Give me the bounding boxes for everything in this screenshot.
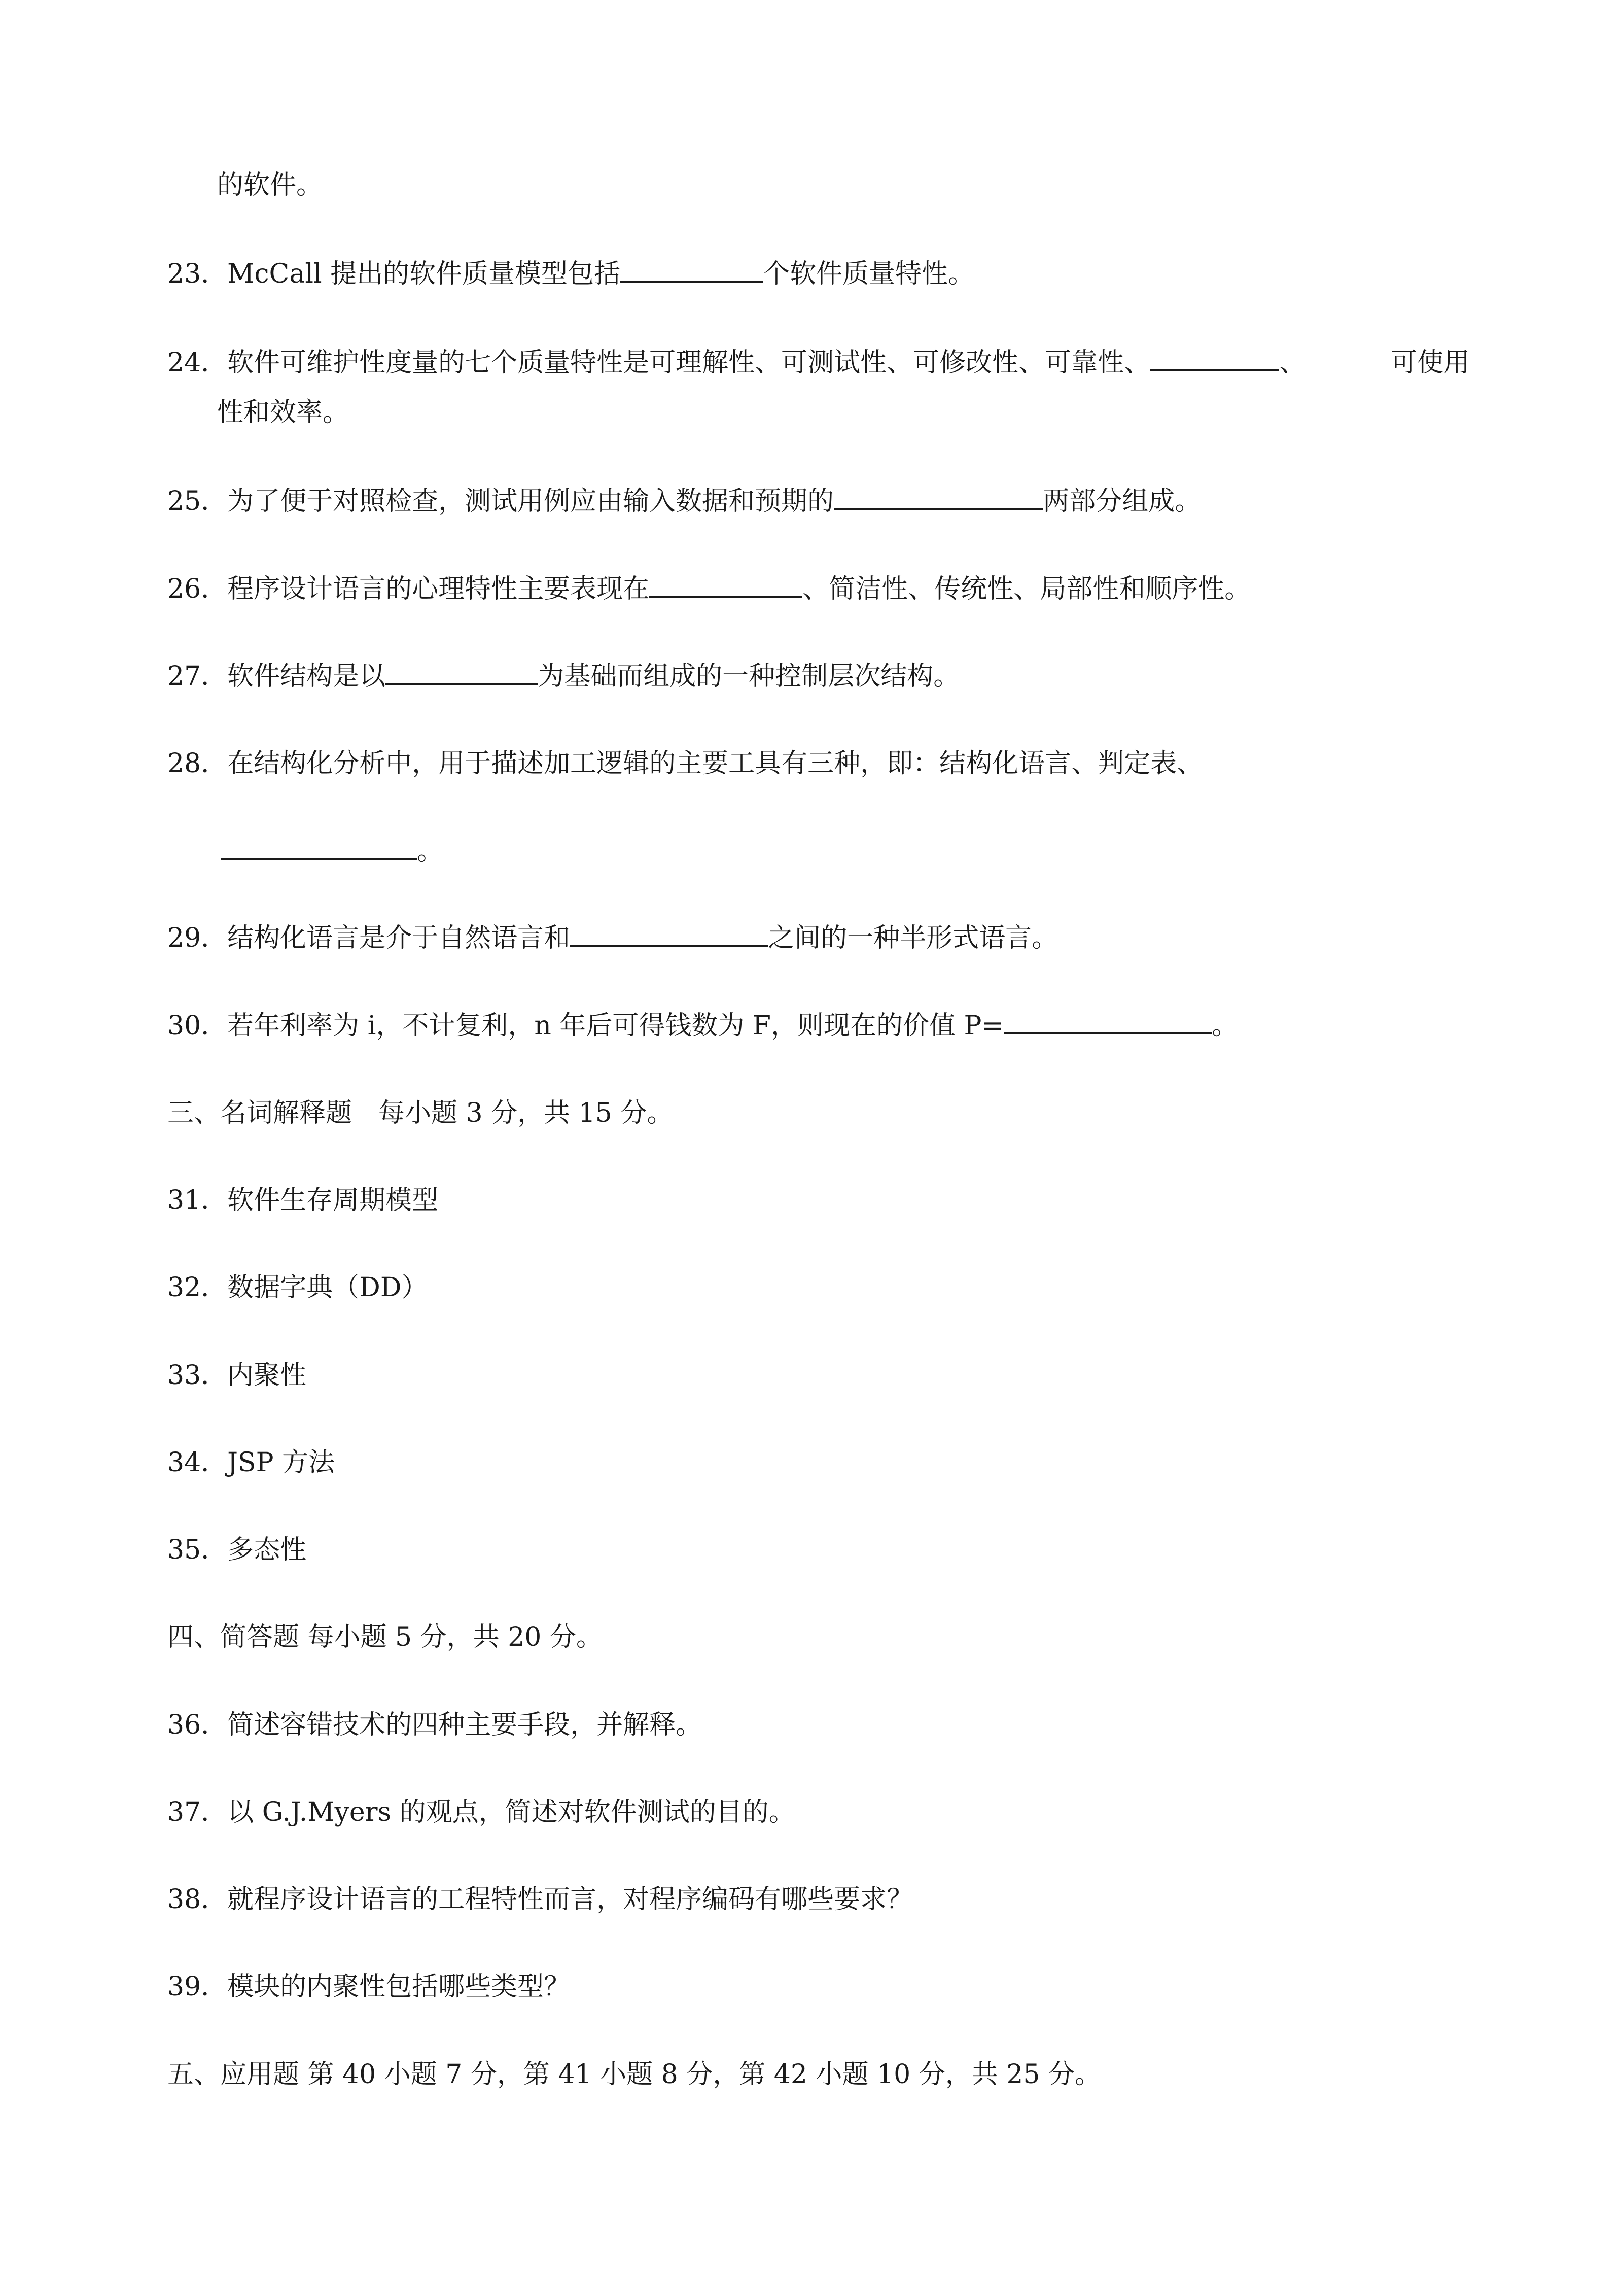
answer-blank <box>221 835 417 860</box>
question-text: 个软件质量特性。 <box>763 259 975 289</box>
question-34 <box>167 1445 335 1480</box>
question-number: 33． <box>167 1360 228 1391</box>
question-text: 结构化语言是介于自然语言和 <box>227 923 571 953</box>
question-32 <box>167 1270 428 1305</box>
question-23 <box>167 256 974 292</box>
question-text: 在结构化分析中，用于描述加工逻辑的主要工具有三种，即：结构化语言、判定表、 <box>227 748 1204 779</box>
q24-continuation: 性和效率。 <box>217 397 349 428</box>
question-text: 软件生存周期模型 <box>227 1185 439 1216</box>
question-number: 28． <box>167 748 228 779</box>
question-number: 27． <box>167 661 228 691</box>
question-number: 23． <box>167 259 228 289</box>
question-text: 。 <box>417 836 444 867</box>
question-number: 32． <box>167 1272 228 1303</box>
question-number: 34． <box>167 1447 228 1478</box>
question-number: 36． <box>167 1710 228 1740</box>
question-28-blank-line <box>221 834 443 869</box>
answer-blank <box>1150 346 1279 371</box>
section-heading-5: 五、应用题 第 40 小题 7 分，第 41 小题 8 分，第 42 小题 10 分，共 25 分。 <box>167 2059 1101 2090</box>
question-number: 30． <box>167 1011 228 1041</box>
question-text: 数据字典（DD） <box>227 1272 428 1303</box>
question-text: 软件可维护性度量的七个质量特性是可理解性、可测试性、可修改性、可靠性、 <box>227 348 1151 378</box>
section-heading-4: 四、简答题 每小题 5 分，共 20 分。 <box>167 1622 603 1652</box>
answer-blank <box>1004 1009 1212 1034</box>
question-number: 38． <box>167 1884 228 1915</box>
question-38 <box>167 1882 913 1917</box>
question-number: 26． <box>167 574 228 604</box>
q24-tail: 可使用 <box>1391 348 1470 378</box>
question-number: 29． <box>167 923 228 953</box>
question-text: 软件结构是以 <box>227 661 386 691</box>
answer-blank <box>620 257 763 283</box>
question-text: 若年利率为 i，不计复利，n 年后可得钱数为 F，则现在的价值 P= <box>227 1011 1004 1041</box>
question-text: 内聚性 <box>227 1360 307 1391</box>
question-29 <box>167 920 1058 956</box>
question-26 <box>167 571 1251 607</box>
question-number: 35． <box>167 1535 228 1565</box>
question-text: JSP 方法 <box>227 1447 335 1478</box>
question-number: 39． <box>167 1972 228 2002</box>
question-31 <box>167 1183 438 1218</box>
question-24 <box>167 345 1305 381</box>
question-35 <box>167 1532 306 1568</box>
question-30 <box>167 1008 1238 1044</box>
question-39 <box>167 1969 570 2004</box>
answer-blank <box>385 660 538 685</box>
question-28 <box>167 746 1203 781</box>
question-text: 为了便于对照检查，测试用例应由输入数据和预期的 <box>227 486 834 516</box>
answer-blank <box>649 572 802 598</box>
question-number: 31． <box>167 1185 228 1216</box>
question-number: 37． <box>167 1797 228 1827</box>
question-text: 模块的内聚性包括哪些类型？ <box>227 1972 571 2002</box>
question-37 <box>167 1794 795 1830</box>
question-36 <box>167 1707 702 1743</box>
question-text: 、简洁性、传统性、局部性和顺序性。 <box>802 574 1251 604</box>
answer-blank <box>834 485 1043 510</box>
q22-continuation: 的软件。 <box>217 170 323 200</box>
question-text: 简述容错技术的四种主要手段，并解释。 <box>227 1710 702 1740</box>
question-33 <box>167 1358 306 1393</box>
question-text: McCall 提出的软件质量模型包括 <box>227 259 621 289</box>
question-text: 程序设计语言的心理特性主要表现在 <box>227 574 650 604</box>
question-text: 多态性 <box>227 1535 307 1565</box>
question-text: 以 G.J.Myers 的观点，简述对软件测试的目的。 <box>227 1797 795 1827</box>
question-number: 25． <box>167 486 228 516</box>
question-number: 24． <box>167 348 228 378</box>
question-27 <box>167 659 960 694</box>
question-text: 、 <box>1279 348 1306 378</box>
question-25 <box>167 483 1201 519</box>
question-text: 就程序设计语言的工程特性而言，对程序编码有哪些要求？ <box>227 1884 913 1915</box>
answer-blank <box>570 921 768 947</box>
question-text: 之间的一种半形式语言。 <box>768 923 1058 953</box>
question-text: 两部分组成。 <box>1043 486 1202 516</box>
question-text: 。 <box>1212 1011 1239 1041</box>
section-heading-3: 三、名词解释题 每小题 3 分，共 15 分。 <box>167 1098 674 1128</box>
question-text: 为基础而组成的一种控制层次结构。 <box>538 661 960 691</box>
